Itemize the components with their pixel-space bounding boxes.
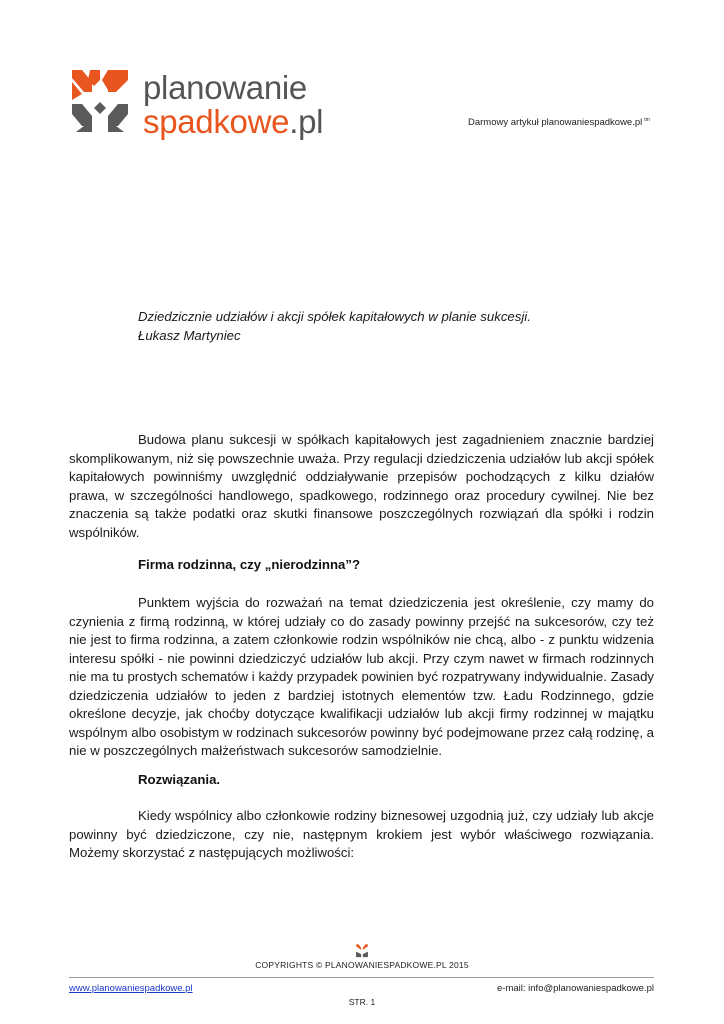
section-heading-solutions: Rozwiązania. xyxy=(138,772,221,787)
logo-word-spadkowe-main: spadkowe xyxy=(143,103,290,140)
paragraph-intro xyxy=(69,431,654,542)
paragraph-solutions-text: Kiedy wspólnicy albo członkowie rodziny biznesowej uzgodnią już, czy udziały lub akcje powinny być dziedziczone, czy nie, następnym krokiem jest wybór właściwego rozwiązania. Możemy skorzystać z następujących możliwości: xyxy=(69,808,654,860)
article-title: Dziedzicznie udziałów i akcji spółek kapitałowych w planie sukcesji. xyxy=(138,309,531,324)
header-note-text: Darmowy artykuł planowaniespadkowe.pl xyxy=(468,117,643,128)
logo-word-spadkowe xyxy=(143,104,323,140)
paragraph-family-firm xyxy=(69,594,654,761)
header-note-tm: tm xyxy=(644,117,650,123)
footer-logo-icon xyxy=(355,944,369,958)
logo-word-planowanie: planowanie xyxy=(143,69,307,106)
footer-copyright: COPYRIGHTS © PLANOWANIESPADKOWE.PL 2015 xyxy=(255,960,469,970)
paragraph-family-firm-text: Punktem wyjścia do rozważań na temat dziedziczenia jest określenie, czy mamy do czynienia z firmą rodzinną, w której udziały co do zasady powinny przejść na sukcesorów, czy też nie jest to firma rodzinna, a zatem członkowie rodzin wspólników nie chcą, albo - z punktu widzenia interesu spółki - nie powinni dziedziczyć udziałów lub akcji. Przy czym nawet w firmach rodzinnych nie ma tu prostych schematów i każdy przypadek powinien być rozpatrywany indywidualnie. Zasady dziedziczenia udziałów to jeden z bardziej istotnych elementów tzw. Ładu Rodzinnego, gdzie określone decyzje, jak choćby dotyczące kwalifikacji udziałów lub akcji firmy rodzinnej w majątku wspólnym albo osobistym w rodzinach sukcesorów powinny być podejmowane przez całą rodzinę, a nie w poszczególnych małżeństwach sukcesorów samodzielnie. xyxy=(69,595,654,758)
logo-arrows-icon xyxy=(70,68,130,134)
paragraph-intro-text: Budowa planu sukcesji w spółkach kapitałowych jest zagadnieniem znacznie bardziej skomplikowanym, niż się powszechnie uważa. Przy regulacji dziedziczenia udziałów lub akcji spółek kapitałowych powinniśmy uwzględnić oddziaływanie przepisów pochodzących z kilku działów prawa, w szczególności handlowego, spadkowego, rodzinnego oraz procedury cywilnej. Nie bez znaczenia są także podatki oraz skutki finansowe poszczególnych rozwiązań dla spółki i rodzin wspólników. xyxy=(69,432,654,540)
logo-word-tld: .pl xyxy=(289,103,324,140)
page-number: STR. 1 xyxy=(348,997,376,1007)
header-note xyxy=(468,117,650,128)
footer-website-link[interactable]: www.planowaniespadkowe.pl xyxy=(69,983,193,994)
footer-divider xyxy=(69,977,654,978)
article-author: Łukasz Martyniec xyxy=(138,328,241,343)
site-logo xyxy=(70,68,360,148)
article-title-block xyxy=(138,307,531,345)
footer-email: e-mail: info@planowaniespadkowe.pl xyxy=(497,983,654,994)
section-heading-family-firm: Firma rodzinna, czy „nierodzinna”? xyxy=(138,557,361,572)
paragraph-solutions xyxy=(69,807,654,863)
